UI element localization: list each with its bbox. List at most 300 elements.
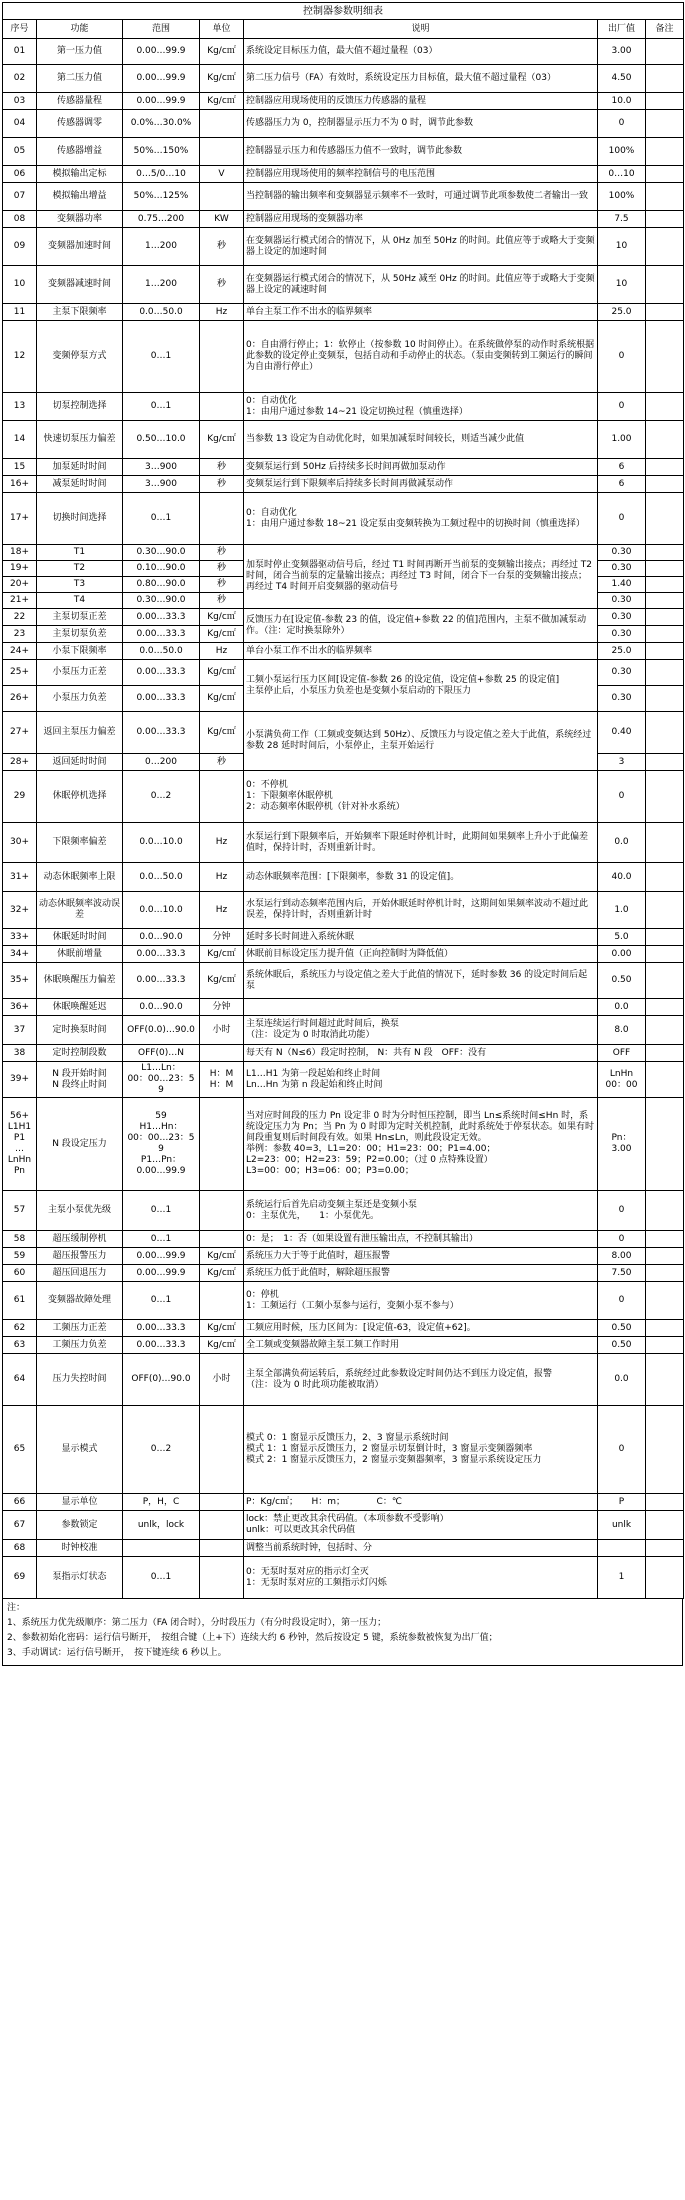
default-value-cell: 100% [598,183,646,211]
range-cell: 0…1 [123,321,200,393]
table-row [3,1231,684,1248]
table-row [3,1016,684,1045]
table-row [3,643,684,660]
description-cell-line: 当对应时间段的压力 Pn 设定非 0 时为分时恒压控制，即当 Ln≤系统时间≤Hn 时，系统设定压力为 Pn；当 Pn 为 0 时即为定时关机控制，此时系统处于停泵状态。如果有时间段重复则后时间段有效。如果 Hn≤Ln，则此段设定无效。 [246,1111,594,1143]
remark-cell [646,304,684,321]
notes-heading: 注： [7,1603,26,1613]
remark-cell [646,545,684,561]
unit-cell: KW [200,211,244,228]
description-cell-line: 1：由用户通过参数 18~21 设定泵由变频转换为工频过程中的切换时间（慎重选择） [246,518,585,529]
row-number-cell-line: P1 [13,1133,26,1143]
range-cell: 0.00…33.3 [123,712,200,754]
row-number-cell: 19+ [3,561,37,577]
remark-cell [646,166,684,183]
table-row [3,476,684,493]
description-cell: 变频泵运行到 50Hz 后持续多长时间再做加泵动作 [244,459,598,476]
row-number-cell: 37 [3,1016,37,1045]
function-cell: 工频压力正差 [37,1320,123,1337]
remark-cell [646,393,684,421]
function-cell-line: N 段开始时间 [52,1068,107,1079]
remark-cell [646,1282,684,1320]
function-cell: 定时控制段数 [37,1045,123,1062]
unit-cell: 秒 [200,754,244,771]
table-row [3,999,684,1016]
range-cell: 0.50…10.0 [123,421,200,459]
unit-cell: Kg/c㎡ [200,609,244,626]
table-row [3,1406,684,1494]
remark-cell [646,1045,684,1062]
row-number-cell: 69 [3,1557,37,1599]
default-value-cell [598,1098,646,1191]
function-cell: T4 [37,593,123,609]
default-value-cell: 1 [598,1557,646,1599]
table-row [3,1354,684,1406]
description-cell-line: 1：下限频率休眠停机 [246,791,333,801]
default-value-cell: 0.30 [598,561,646,577]
table-row [3,863,684,892]
function-cell: 主泵下限频率 [37,304,123,321]
range-cell [123,1098,200,1191]
unit-cell: 秒 [200,577,244,593]
range-cell: 0.30…90.0 [123,593,200,609]
remark-cell [646,1098,684,1191]
row-number-cell: 13 [3,393,37,421]
description-cell: 变频泵运行到下限频率后持续多长时间再做减泵动作 [244,476,598,493]
remark-cell [646,1406,684,1494]
remark-cell [646,593,684,609]
unit-cell: Kg/c㎡ [200,1265,244,1282]
row-number-cell: 24+ [3,643,37,660]
unit-cell [200,493,244,545]
unit-cell [200,1406,244,1494]
default-value-cell: 40.0 [598,863,646,892]
remark-cell [646,1494,684,1511]
range-cell: 0.0%…30.0% [123,110,200,138]
default-value-cell: 0.30 [598,545,646,561]
description-cell: 控制器应用现场的变频器功率 [244,211,598,228]
range-cell: 0.00…33.3 [123,1337,200,1354]
default-value-cell: 0 [598,393,646,421]
default-value-cell: 1.40 [598,577,646,593]
remark-cell [646,1354,684,1406]
row-number-cell: 63 [3,1337,37,1354]
range-cell: 1…200 [123,228,200,266]
remark-cell [646,863,684,892]
table-row [3,660,684,686]
range-cell: P，H，C [123,1494,200,1511]
default-value-cell-line: 00：00 [605,1079,638,1090]
row-number-cell: 03 [3,93,37,110]
row-number-cell-line: Pn [14,1166,25,1176]
remark-cell [646,1265,684,1282]
remark-cell [646,211,684,228]
function-cell: 返回延时时间 [37,754,123,771]
table-row [3,39,684,65]
table-row [3,321,684,393]
row-number-cell: 38 [3,1045,37,1062]
range-cell: 0.00…99.9 [123,1265,200,1282]
unit-cell: Kg/c㎡ [200,39,244,65]
function-cell: 小泵下限频率 [37,643,123,660]
function-cell: 休眠唤醒延迟 [37,999,123,1016]
table-row [3,545,684,561]
range-cell: 0.0…10.0 [123,823,200,863]
row-number-cell: 12 [3,321,37,393]
table-row [3,1320,684,1337]
row-number-cell: 62 [3,1320,37,1337]
remark-cell [646,754,684,771]
range-cell: OFF(0)…N [123,1045,200,1062]
table-row [3,304,684,321]
default-value-cell [598,1540,646,1557]
default-value-cell: 1.00 [598,421,646,459]
function-cell: N 段设定压力 [37,1098,123,1191]
row-number-cell: 20+ [3,577,37,593]
unit-cell [200,771,244,823]
function-cell [37,1062,123,1098]
function-cell: 休眠前增量 [37,946,123,963]
description-cell: 单台主泵工作不出水的临界频率 [244,304,598,321]
function-cell: 压力失控时间 [37,1354,123,1406]
unit-cell [200,1045,244,1062]
range-cell-line: P1…Pn： [140,1155,182,1165]
description-cell-line: L2=23：00；H2=23：59；P2=0.00；（过 0 点特殊设置） [246,1155,493,1165]
range-cell [123,1062,200,1098]
range-cell: 0.75…200 [123,211,200,228]
description-cell: 系统压力低于此值时，解除超压报警 [244,1265,598,1282]
unit-cell: 秒 [200,459,244,476]
header-row [3,20,684,39]
range-cell: 0.00…99.9 [123,1248,200,1265]
range-cell: 1…200 [123,266,200,304]
default-value-cell: 0 [598,493,646,545]
default-value-cell: 8.00 [598,1248,646,1265]
unit-cell [200,1511,244,1540]
default-value-cell: 0.30 [598,660,646,686]
default-value-cell: 0 [598,1231,646,1248]
row-number-cell: 26+ [3,686,37,712]
default-value-cell: 0 [598,321,646,393]
unit-cell: V [200,166,244,183]
table-row [3,892,684,929]
row-number-cell: 02 [3,65,37,93]
default-value-cell: 1.0 [598,892,646,929]
default-value-cell: 0…10 [598,166,646,183]
default-value-cell: 0 [598,771,646,823]
function-cell: T1 [37,545,123,561]
description-cell: 加泵时停止变频器驱动信号后，经过 T1 时间再断开当前泵的变频输出接点；再经过 T2 时间，闭合当前泵的定量输出接点；再经过 T3 时间，闭合下一台泵的变频输出接点；再经过 T4 时间开启变频器的驱动信号 [244,545,598,609]
row-number-cell: 11 [3,304,37,321]
table-row [3,712,684,754]
table-row [3,266,684,304]
remark-cell [646,1191,684,1231]
remark-cell [646,946,684,963]
header-range: 范围 [123,20,200,39]
unit-cell: 秒 [200,476,244,493]
range-cell-line: H1…Hn： [139,1122,183,1132]
row-number-cell: 68 [3,1540,37,1557]
row-number-cell: 64 [3,1354,37,1406]
row-number-cell: 09 [3,228,37,266]
range-cell: 0…1 [123,1557,200,1599]
remark-cell [646,999,684,1016]
description-cell-line: （注：设为 0 时此项功能被取消） [246,1379,384,1390]
remark-cell [646,493,684,545]
description-cell: 动态休眠频率范围：[下限频率，参数 31 的设定值]。 [244,863,598,892]
row-number-cell: 34+ [3,946,37,963]
row-number-cell: 59 [3,1248,37,1265]
remark-cell [646,459,684,476]
description-cell-line: 工频小泵运行压力区间[设定值-参数 26 的设定值，设定值+参数 25 的设定值] [246,674,560,685]
unit-cell [200,138,244,166]
unit-cell [200,1494,244,1511]
description-cell-line: 模式 2：1 窗显示反馈压力，2 窗显示变频器频率，3 窗显示系统设定压力 [246,1455,542,1465]
description-cell-line: 0：自动优化 [246,507,297,518]
remark-cell [646,577,684,593]
description-cell-line: L3=00：00；H3=06：00；P3=0.00； [246,1166,414,1176]
description-cell: 系统压力大于等于此值时，超压报警 [244,1248,598,1265]
description-cell: 单台小泵工作不出水的临界频率 [244,643,598,660]
table-row [3,1248,684,1265]
range-cell-line: 00：00…23：59 [127,1133,195,1154]
default-value-cell-line: 3.00 [611,1144,632,1154]
range-cell: OFF(0)…90.0 [123,1354,200,1406]
row-number-cell-line: LnHn [7,1155,32,1165]
note-item: 2、参数初始化密码：运行信号断开， 按组合键（上+下）连续大约 6 秒钟，然后按设定 5 键，系统参数被恢复为出厂值； [7,1633,498,1643]
description-cell: 第二压力信号（FA）有效时，系统设定压力目标值，最大值不超过量程（03） [244,65,598,93]
range-cell: 0.00…99.9 [123,93,200,110]
range-cell: 0…1 [123,1282,200,1320]
range-cell: 0.00…33.3 [123,609,200,626]
row-number-cell: 06 [3,166,37,183]
table-row [3,823,684,863]
row-number-cell: 29 [3,771,37,823]
description-cell-line: 举例：参数 40=3，L1=20：00；H1=23：00；P1=4.00； [246,1144,496,1154]
unit-cell [200,1540,244,1557]
table-row [3,963,684,999]
range-cell: 0.0…50.0 [123,304,200,321]
unit-cell: 秒 [200,228,244,266]
description-cell: 休眠前目标设定压力提升值（正向控制时为降低值） [244,946,598,963]
description-cell: 工频应用时候，压力区间为：[设定值-63，设定值+62]。 [244,1320,598,1337]
row-number-cell: 58 [3,1231,37,1248]
row-number-cell-line: 56+ [10,1111,29,1121]
description-cell [244,1062,598,1098]
parameter-table [2,2,684,1599]
unit-cell [200,321,244,393]
description-cell-line: 模式 1：1 窗显示反馈压力，2 窗显示切泵倒计时，3 窗显示变频器频率 [246,1444,533,1454]
range-cell: 0…1 [123,1191,200,1231]
range-cell: 50%…150% [123,138,200,166]
description-cell [244,1406,598,1494]
range-cell: 0.0…50.0 [123,643,200,660]
remark-cell [646,65,684,93]
description-cell: 控制器显示压力和传感器压力值不一致时，调节此参数 [244,138,598,166]
table-row [3,1337,684,1354]
description-cell: 传感器压力为 0，控制器显示压力不为 0 时，调节此参数 [244,110,598,138]
default-value-cell: 100% [598,138,646,166]
function-cell: 传感器量程 [37,93,123,110]
function-cell: 模拟输出定标 [37,166,123,183]
remark-cell [646,39,684,65]
row-number-cell: 04 [3,110,37,138]
table-row [3,183,684,211]
notes-section [2,1599,683,1666]
description-cell: 反馈压力在[设定值-参数 23 的值，设定值+参数 22 的值]范围内，主泵不做加减泵动作。（注：定时换泵除外） [244,609,598,643]
description-cell: P：Kg/c㎡； H：m； C：℃ [244,1494,598,1511]
description-cell: 在变频器运行模式闭合的情况下，从 50Hz 减至 0Hz 的时间。此值应等于或略大于变频器上设定的减速时间 [244,266,598,304]
table-row [3,228,684,266]
unit-cell: 秒 [200,561,244,577]
function-cell: 工频压力负差 [37,1337,123,1354]
description-cell [244,1016,598,1045]
description-cell [244,999,598,1016]
function-cell: 显示模式 [37,1406,123,1494]
description-cell-line: （注：设定为 0 时取消此功能） [246,1030,375,1040]
unit-cell: 秒 [200,545,244,561]
function-cell: 动态休眠频率波动误差 [37,892,123,929]
unit-cell: 秒 [200,593,244,609]
row-number-cell-line: L1H1 [7,1122,32,1132]
range-cell: 0…2 [123,1406,200,1494]
function-cell: 第二压力值 [37,65,123,93]
row-number-cell: 32+ [3,892,37,929]
description-cell: 每天有 N（N≤6）段定时控制， N：共有 N 段 OFF：没有 [244,1045,598,1062]
remark-cell [646,1248,684,1265]
default-value-cell: 0.0 [598,823,646,863]
default-value-cell: 0.30 [598,626,646,643]
remark-cell [646,686,684,712]
table-row [3,929,684,946]
remark-cell [646,110,684,138]
description-cell-line: lock：禁止更改其余代码值。（本项参数不受影响） [246,1514,449,1524]
header-no: 序号 [3,20,37,39]
unit-cell: Kg/c㎡ [200,712,244,754]
default-value-cell: P [598,1494,646,1511]
description-cell: 控制器应用现场使用的频率控制信号的电压范围 [244,166,598,183]
table-row [3,459,684,476]
range-cell-line: 0.00…99.9 [136,1166,186,1176]
table-title: 控制器参数明细表 [3,3,684,20]
unit-cell: Kg/c㎡ [200,1320,244,1337]
function-cell: 加泵延时时间 [37,459,123,476]
description-cell [244,660,598,712]
default-value-cell: 6 [598,476,646,493]
default-value-cell: 4.50 [598,65,646,93]
function-cell: 时钟校准 [37,1540,123,1557]
default-value-cell: 25.0 [598,304,646,321]
unit-cell [200,1098,244,1191]
unit-cell: Kg/c㎡ [200,65,244,93]
remark-cell [646,561,684,577]
unit-cell: 秒 [200,266,244,304]
description-cell-line: 1：工频运行（工频小泵参与运行，变频小泵不参与） [246,1300,459,1311]
unit-cell: Kg/c㎡ [200,1248,244,1265]
range-cell: 0…1 [123,1231,200,1248]
row-number-cell: 36+ [3,999,37,1016]
default-value-cell: 0 [598,110,646,138]
default-value-cell-line: LnHn [609,1068,634,1079]
unit-cell: 小时 [200,1354,244,1406]
table-row [3,166,684,183]
function-cell: 休眠延时时间 [37,929,123,946]
unit-cell: Kg/c㎡ [200,963,244,999]
range-cell-line: 59 [155,1111,167,1121]
function-cell: 主泵切泵负差 [37,626,123,643]
note-item: 3、手动调试：运行信号断开， 按下键连续 6 秒以上。 [7,1648,227,1658]
remark-cell [646,421,684,459]
description-cell: 当参数 13 设定为自动优化时，如果加减泵时间较长，则适当减少此值 [244,421,598,459]
description-cell [244,1098,598,1191]
default-value-cell: 0.30 [598,686,646,712]
default-value-cell: 3.00 [598,39,646,65]
row-number-cell: 31+ [3,863,37,892]
function-cell: 变频器故障处理 [37,1282,123,1320]
range-cell: OFF(0.0)…90.0 [123,1016,200,1045]
description-cell-line: Ln…Hn 为第 n 段起始和终止时间 [246,1079,383,1090]
table-row [3,1265,684,1282]
unit-cell [200,393,244,421]
row-number-cell: 27+ [3,712,37,754]
unit-cell [200,1231,244,1248]
table-row [3,211,684,228]
unit-cell: Kg/c㎡ [200,1337,244,1354]
row-number-cell: 61 [3,1282,37,1320]
header-default: 出厂值 [598,20,646,39]
remark-cell [646,1062,684,1098]
unit-cell: Kg/c㎡ [200,93,244,110]
range-cell-line: L1…Ln： [141,1063,181,1073]
table-row [3,1557,684,1599]
row-number-cell: 25+ [3,660,37,686]
default-value-cell: 10 [598,266,646,304]
range-cell: 0.00…33.3 [123,686,200,712]
row-number-cell: 07 [3,183,37,211]
function-cell: 第一压力值 [37,39,123,65]
unit-cell: 分钟 [200,929,244,946]
unit-cell: Hz [200,892,244,929]
row-number-cell: 35+ [3,963,37,999]
row-number-cell: 28+ [3,754,37,771]
range-cell: 0…2 [123,771,200,823]
range-cell: 0.00…33.3 [123,963,200,999]
description-cell [244,1557,598,1599]
description-cell-line: 1：无泵时泵对应的工频指示灯闪烁 [246,1577,387,1588]
note-item: 1、系统压力优先级顺序：第二压力（FA 闭合时），分时段压力（有分时段设定时），第一压力； [7,1618,387,1628]
row-number-cell: 18+ [3,545,37,561]
unit-cell: Kg/c㎡ [200,421,244,459]
row-number-cell: 57 [3,1191,37,1231]
description-cell: 小泵满负荷工作（工频或变频达到 50Hz）、反馈压力与设定值之差大于此值，系统经过参数 28 延时时间后，小泵停止，主泵开始运行 [244,712,598,771]
range-cell: 0.0…50.0 [123,863,200,892]
remark-cell [646,321,684,393]
function-cell: 变频器功率 [37,211,123,228]
default-value-cell: 7.50 [598,1265,646,1282]
row-number-cell [3,1098,37,1191]
function-cell: 超压报警压力 [37,1248,123,1265]
unit-cell [200,1282,244,1320]
description-cell: 0：自由滑行停止；1：软停止（按参数 10 时间停止）。在系统做停泵的动作时系统根据此参数的设定停止变频泵，包括自动和手动停止的状态。（泵由变频转到工频运行的瞬间为自由滑行停止） [244,321,598,393]
description-cell-line: 主泵全部满负荷运转后，系统经过此参数设定时间仍达不到压力设定值，报警 [246,1368,553,1379]
range-cell: 50%…125% [123,183,200,211]
row-number-cell-line: … [15,1144,24,1154]
function-cell: 快速切泵压力偏差 [37,421,123,459]
remark-cell [646,929,684,946]
remark-cell [646,1016,684,1045]
function-cell: 切泵控制选择 [37,393,123,421]
function-cell: 减泵延时时间 [37,476,123,493]
function-cell: 定时换泵时间 [37,1016,123,1045]
